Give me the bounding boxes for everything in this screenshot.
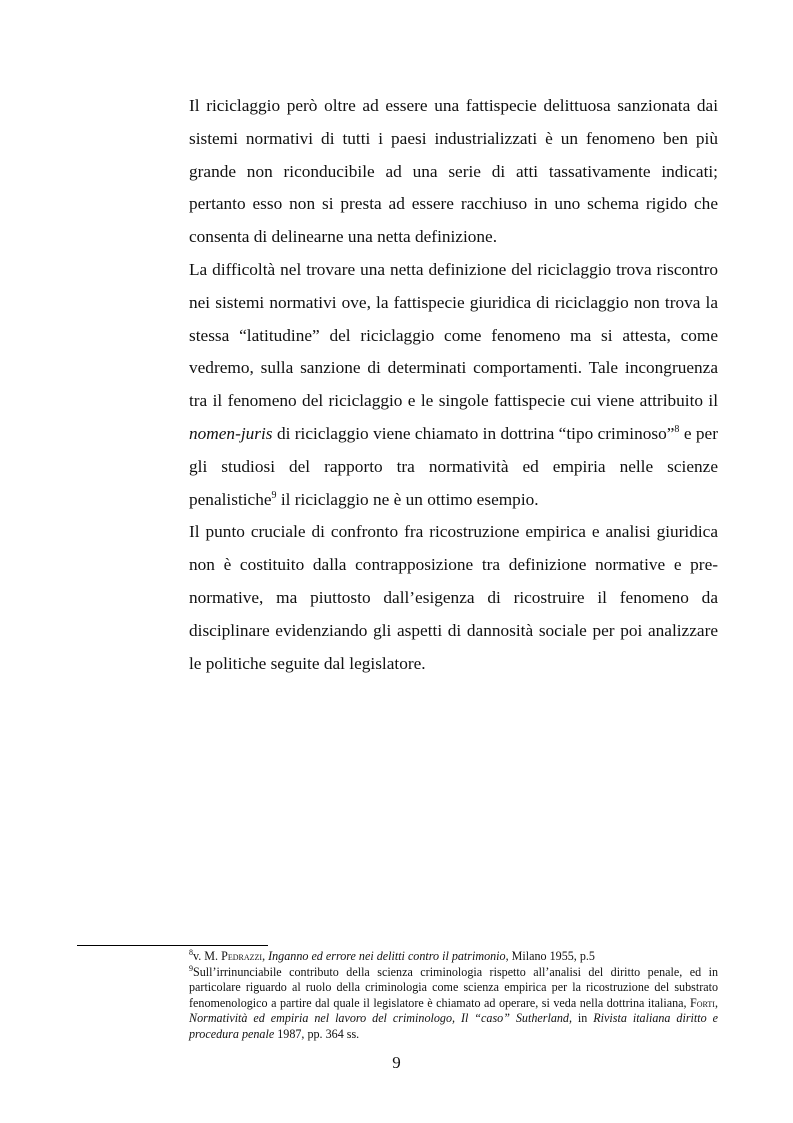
footnote-separator bbox=[77, 945, 268, 946]
footnote-8-rest: , Milano 1955, p.5 bbox=[505, 949, 595, 963]
footnote-8 bbox=[189, 949, 718, 965]
paragraph-2-text-a: La difficoltà nel trovare una netta definizione del riciclaggio trova riscontro nei sistemi normativi ove, la fattispecie giuridica di riciclaggio non trova la stessa “latitudine” del riciclaggio come fenomeno ma si attesta, come vedremo, sulla sanzione di determinati comportamenti. Tale incongruenza tra il fenomeno del riciclaggio e le singole fattispecie cui viene attribuito il bbox=[189, 259, 718, 411]
footnote-9-rest: 1987, pp. 364 ss. bbox=[274, 1026, 360, 1041]
footnote-ref-9[interactable]: 9 bbox=[271, 489, 277, 501]
paragraph-2-text-d: il riciclaggio ne è un ottimo esempio. bbox=[276, 489, 539, 509]
paragraph-1: Il riciclaggio però oltre ad essere una fattispecie delittuosa sanzionata dai sistemi normativi di tutti i paesi industrializzati è un fenomeno ben più grande non riconducibile ad una serie di atti tassativamente indicati; pertanto esso non si presta ad essere racchiuso in uno schema rigido che consenta di delinearne una netta definizione. bbox=[189, 96, 718, 247]
footnote-8-sep: , bbox=[262, 949, 269, 963]
footnote-9-author: Forti bbox=[690, 995, 715, 1010]
footnote-9-number: 9 bbox=[189, 963, 193, 973]
page-number: 9 bbox=[392, 1053, 401, 1072]
footnote-9-in: in bbox=[571, 1011, 594, 1025]
paragraph-2-italic-term: nomen-juris bbox=[189, 423, 273, 443]
paragraph-2-text-b: di riciclaggio viene chiamato in dottrina “tipo criminoso” bbox=[272, 423, 675, 443]
main-text bbox=[189, 90, 718, 680]
footnotes bbox=[189, 949, 718, 1042]
footnote-8-number: 8 bbox=[189, 948, 193, 957]
footnote-ref-8[interactable]: 8 bbox=[674, 423, 680, 435]
footnote-9-sep: , bbox=[714, 995, 718, 1010]
paragraph-3: Il punto cruciale di confronto fra ricostruzione empirica e analisi giuridica non è costituito dalla contrapposizione tra definizione normative e pre-normative, ma piuttosto dall’esigenza di ricostruire il fenomeno da disciplinare evidenziando gli aspetti di dannosità sociale per poi analizzare le politiche seguite dal legislatore. bbox=[189, 522, 718, 673]
paragraph-2-text-c: e per gli studiosi del rapporto tra normatività ed empiria nelle scienze penalistiche bbox=[189, 423, 718, 509]
footnote-8-author: Pedrazzi bbox=[221, 949, 263, 963]
footnote-9 bbox=[189, 965, 718, 1043]
footnote-9-journal: Rivista italiana diritto e procedura penale bbox=[189, 1011, 718, 1041]
footnote-8-author-prefix: v. M. bbox=[193, 949, 222, 963]
footnote-8-title: Inganno ed errore nei delitti contro il patrimonio bbox=[268, 949, 506, 963]
footnote-9-title: Normatività ed empiria nel lavoro del criminologo, Il “caso” Sutherland, bbox=[189, 1011, 572, 1025]
paragraph-2 bbox=[189, 254, 718, 516]
footnote-9-text: Sull’irrinunciabile contributo della scienza criminologia rispetto all’analisi del diritto penale, ed in particolare riguardo al ruolo della criminologia come scienza empirica per la ricostruzione del substrato fenomenologico a partire dal quale il legislatore è chiamato ad operare, si veda nella dottrina italiana, bbox=[189, 964, 718, 1010]
